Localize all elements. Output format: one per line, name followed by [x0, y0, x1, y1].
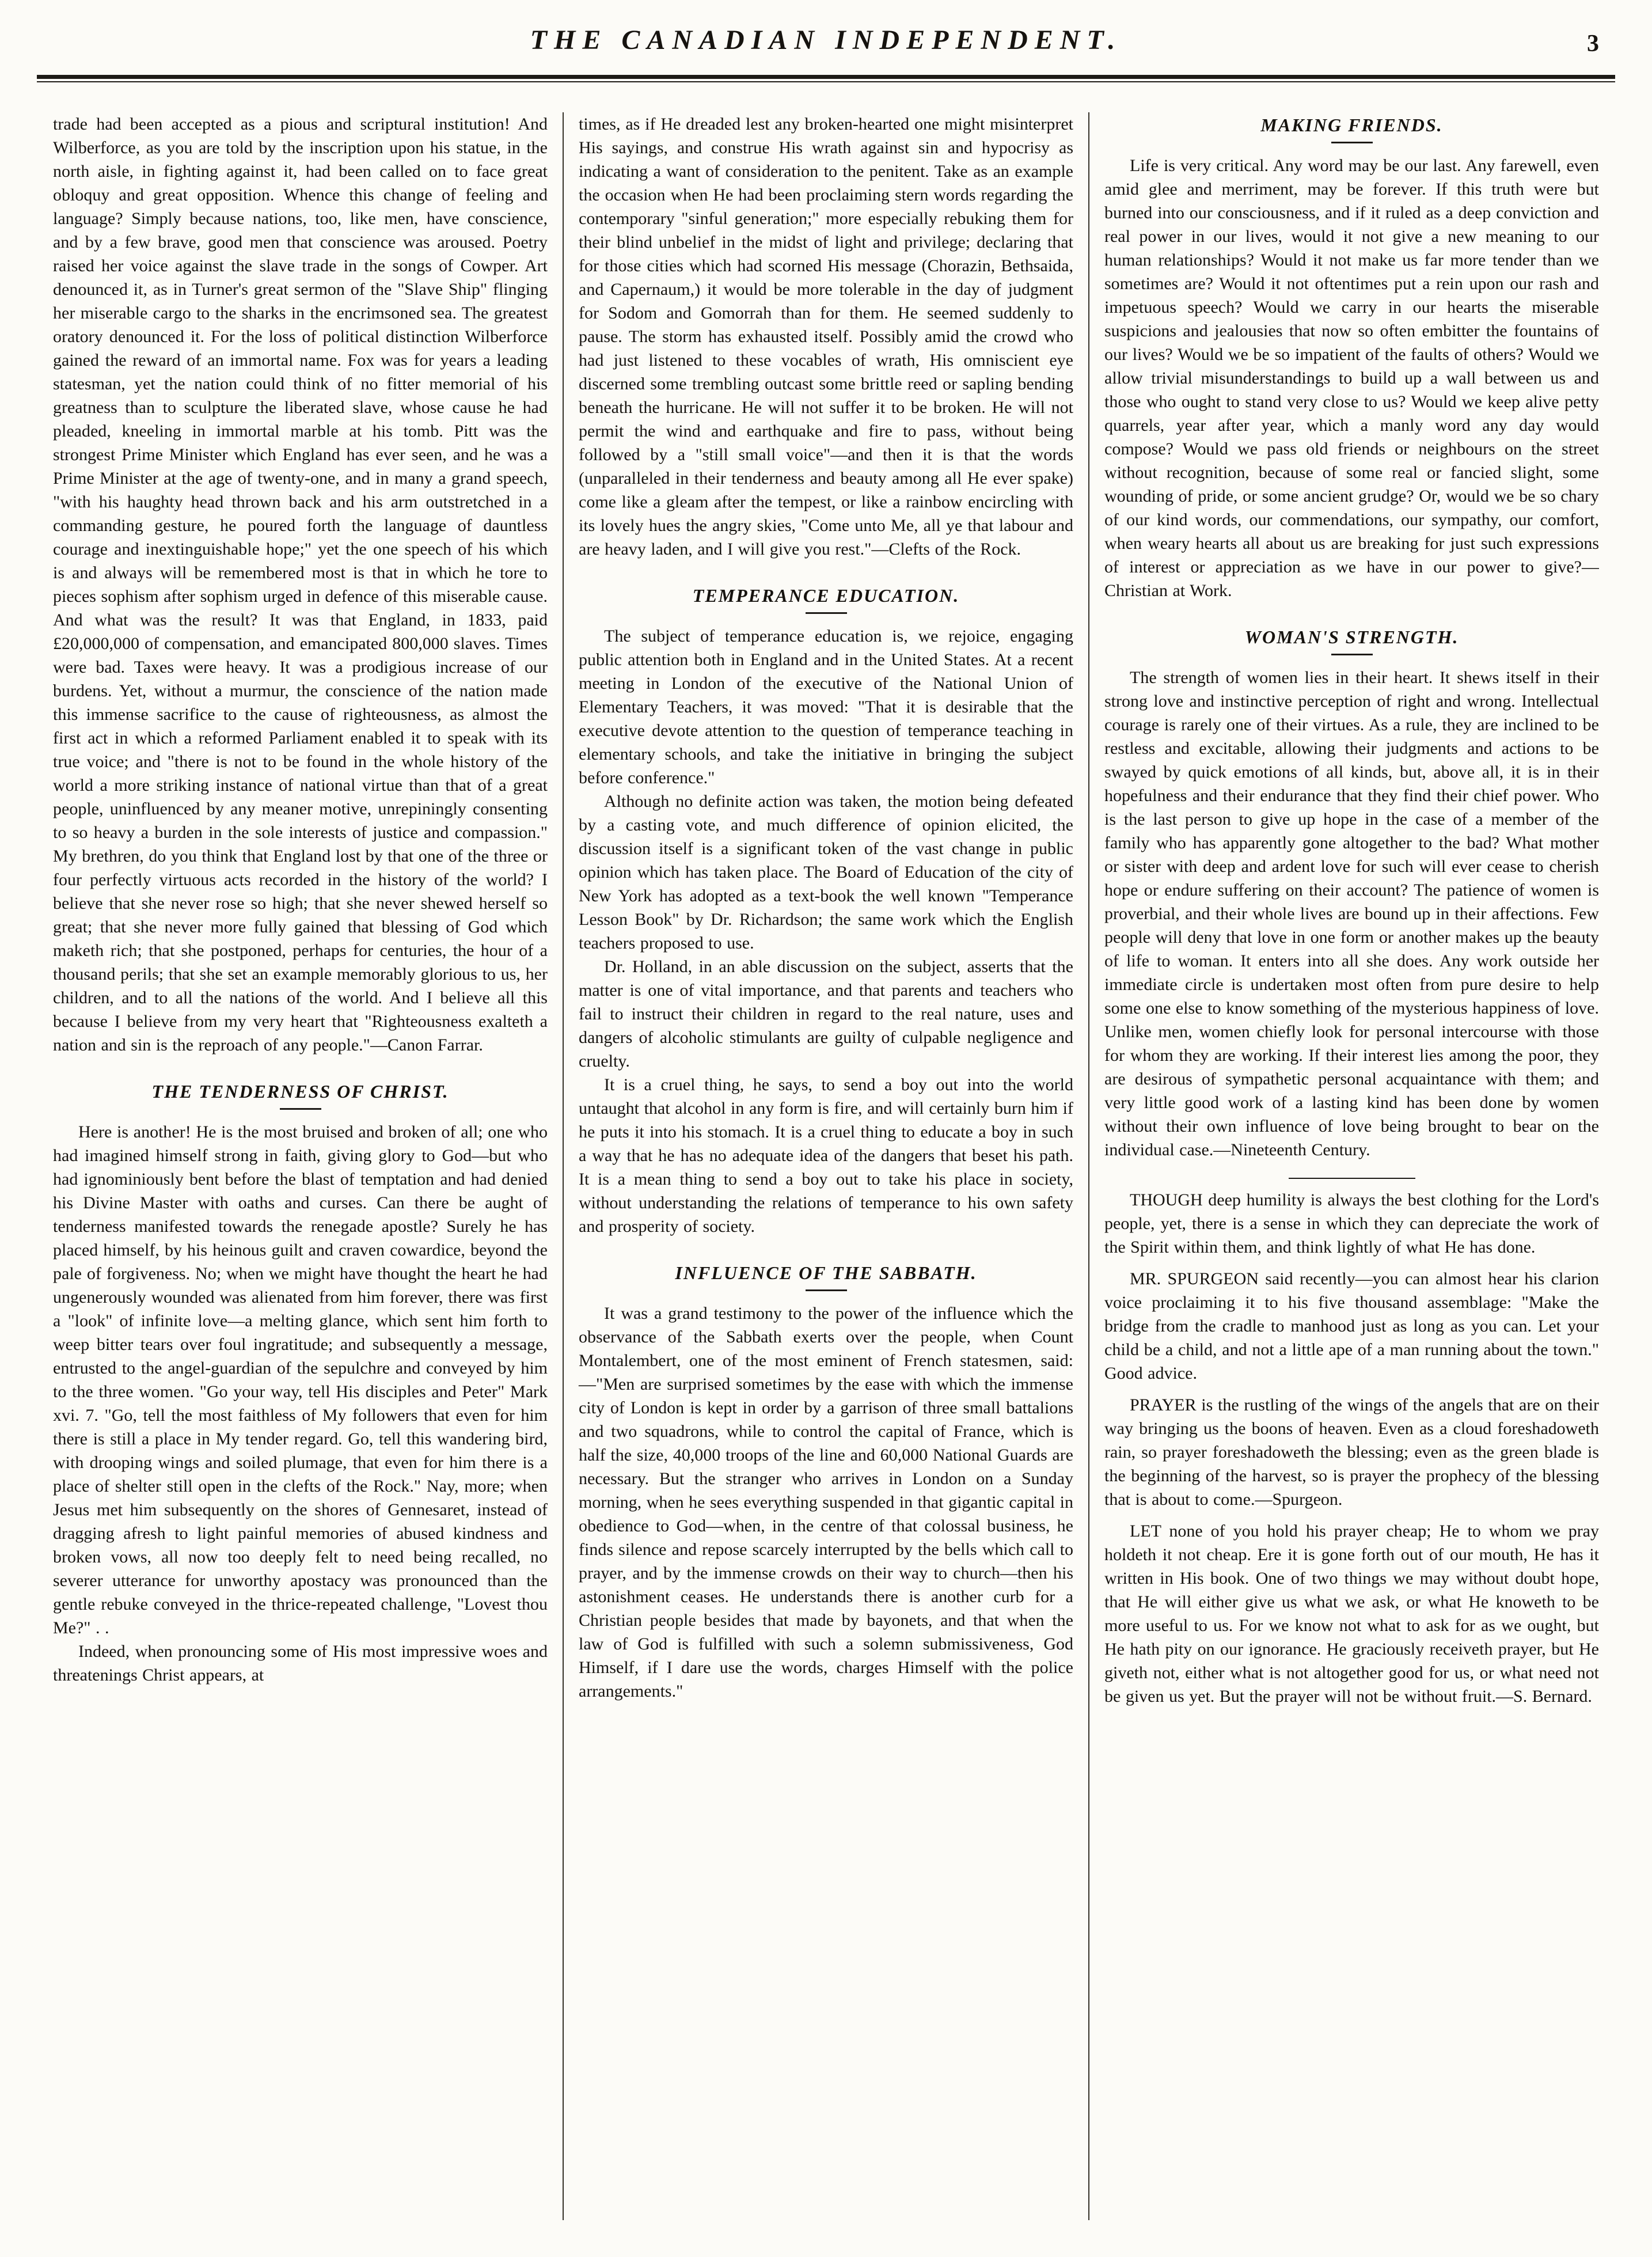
- paragraph: Here is another! He is the most bruised and broken of all; one who had imagined himself strong in faith, giving glory to God—but who had ignominiously bent before the blast of temptation and had denied his Divine Master with oaths and curses. Can there be aught of tenderness manifested towards the renegade apostle? Surely he has placed himself, by his heinous guilt and craven cowardice, beyond the pale of forgiveness. No; when we might have thought the heart he had ungenerously wounded was alienated from him forever, there was first a "look" of infinite love—a melting glance, which sent him forth to weep bitter tears over foul ingratitude; and subsequently a message, entrusted to the angel-guardian of the sepulchre and conveyed by him to the three women. "Go your way, tell His disciples and Peter" Mark xvi. 7. "Go, tell the most faithless of My followers that even for him there is still a place in My tender regard. Go, tell this wandering bird, with drooping wings and soiled plumage, that even for him there is a place of shelter still open in the clefts of the Rock." Nay, more; when Jesus met him subsequently on the shores of Gennesaret, instead of dragging afresh to light painful memories of abused kindness and broken vows, all now too deeply felt to need being recalled, no severer utterance for unworthy apostacy was pronounced than the gentle rebuke conveyed in the thrice-repeated challenge, "Lovest thou Me?" . .: [53, 1122, 548, 1637]
- news-item: LET none of you hold his prayer cheap; He to whom we pray holdeth it not cheap. Ere it is gone forth out of our mouth, He has it written in His book. One of two things we may without doubt hope, that He will either give us what we ask, or what He knoweth to be more useful to us. For we know not what to ask for as we ought, but He hath pity on our ignorance. He graciously receiveth prayer, but He giveth not, either what is not altogether good for us, or what need not be given us yet. But the prayer will not be without fruit.—S. Bernard.: [1104, 1522, 1599, 1706]
- news-item: THOUGH deep humility is always the best clothing for the Lord's people, yet, there is a sense in which they can depreciate the work of the Spirit within them, and think lightly of what He has done.: [1104, 1190, 1599, 1257]
- paragraph: Life is very critical. Any word may be our last. Any farewell, even amid glee and merriment, may be forever. If this truth were but burned into our consciousness, and if it ruled as a deep conviction and real power in our lives, would it not give a new meaning to our human relationships? Would it not make us far more tender than we sometimes are? Would it not oftentimes put a rein upon our rash and impetuous speech? Would we carry in our hearts the miserable suspicions and jealousies that now so often embitter the fountains of our lives? Would we be so impatient of the faults of others? Would we allow trivial misunderstandings to build up a wall between us and those who ought to stand very close to us? Would we keep alive petty quarrels, year after year, which a manly word any day would compose? Would we pass old friends or neighbours on the street without recognition, because of some real or fancied slight, some wounding of pride, or some ancient grudge? Or, would we be so chary of our kind words, our commendations, our sympathy, our comfort, when weary hearts all about us are breaking for just such expressions of interest or appreciation as we have in our power to give?—Christian at Work.: [1104, 156, 1599, 600]
- paragraph: Indeed, when pronouncing some of His most impressive woes and threatenings Christ appears, at: [53, 1642, 548, 1685]
- article-heading: TEMPERANCE EDUCATION.: [692, 585, 960, 606]
- heading-rule: [1331, 142, 1373, 143]
- article-heading: INFLUENCE OF THE SABBATH.: [675, 1262, 977, 1283]
- article-divider: [1289, 1178, 1415, 1179]
- paragraph: Although no definite action was taken, the motion being defeated by a casting vote, and much difference of opinion elicited, the discussion itself is a significant token of the vast change in public opinion which has taken place. The Board of Education of the city of New York has adopted as a text-book the well known "Temperance Lesson Book" by Dr. Richardson; the same work which the English teachers proposed to use.: [579, 792, 1073, 953]
- paragraph: It is a cruel thing, he says, to send a boy out into the world untaught that alcohol in any form is fire, and will certainly burn him if he puts it into his stomach. It is a cruel thing to educate a boy in such a way that he has no adequate idea of the dangers that beset his path. It is a mean thing to send a boy out to take his place in society, without understanding the relations of temperance to his own safety and prosperity of society.: [579, 1075, 1073, 1236]
- article-heading: MAKING FRIENDS.: [1260, 115, 1443, 135]
- article-heading: THE TENDERNESS OF CHRIST.: [151, 1081, 449, 1102]
- masthead-title: THE CANADIAN INDEPENDENT.: [530, 25, 1122, 55]
- article-heading: WOMAN'S STRENGTH.: [1244, 627, 1459, 647]
- columns: [53, 112, 1599, 2220]
- paragraph: Dr. Holland, in an able discussion on the subject, asserts that the matter is one of vital importance, and that parents and teachers who fail to instruct their children in regard to the real nature, uses and dangers of alcoholic stimulants are guilty of culpable negligence and cruelty.: [579, 957, 1073, 1071]
- page-number: 3: [1587, 31, 1599, 57]
- paragraph: It was a grand testimony to the power of the influence which the observance of the Sabbath exerts over the people, when Count Montalembert, one of the most eminent of French statesmen, said:—"Men are surprised sometimes by the ease with which the immense city of London is kept in order by a garrison of three small battalions and two squadrons, while to control the capital of France, which is half the size, 40,000 troops of the line and 60,000 National Guards are necessary. But the stranger who arrives in London on a Sunday morning, when he sees everything suspended in that gigantic capital in obedience to God—when, in the centre of that colossal business, he finds silence and repose scarcely interrupted by the bells which call to prayer, and by the immense crowds on their way to church—then his astonishment ceases. He understands there is another curb for a Christian people besides that made by bayonets, and that when the law of God is fulfilled with such a solemn submissiveness, God Himself, if I dare use the words, charges Himself with the police arrangements.": [579, 1304, 1073, 1701]
- heading-rule: [806, 1289, 847, 1291]
- news-item: PRAYER is the rustling of the wings of the angels that are on their way bringing us the boons of heaven. Even as a cloud foreshadoweth rain, so prayer foreshadoweth the blessing; even as the green blade is the beginning of the harvest, so is prayer the prophecy of the blessing that is about to come.—Spurgeon.: [1104, 1395, 1599, 1509]
- heading-rule: [806, 612, 847, 614]
- news-item: MR. SPURGEON said recently—you can almost hear his clarion voice proclaiming it to his five thousand assemblage: "Make the bridge from the cradle to manhood just as long as you can. Let your child be a child, and not a little ape of a man running about the town." Good advice.: [1104, 1269, 1599, 1383]
- header-rule: [37, 75, 1615, 82]
- column-3: [1089, 112, 1599, 2220]
- paragraph: The subject of temperance education is, we rejoice, engaging public attention both in England and in the United States. At a recent meeting in London of the executive of the National Union of Elementary Teachers, it was moved: "That it is desirable that the executive devote attention to the question of temperance teaching in elementary schools, and take the initiative in bringing the subject before conference.": [579, 627, 1073, 787]
- paragraph: times, as if He dreaded lest any broken-hearted one might misinterpret His sayings, and construe His wrath against sin and hypocrisy as indicating a want of consideration to the penitent. Take as an example the occasion when He had been proclaiming stern words regarding the contemporary "sinful generation;" more especially rebuking them for their blind unbelief in the midst of light and privilege; declaring that for those cities which had scorned His message (Chorazin, Bethsaida, and Capernaum,) it would be more tolerable in the day of judgment for Sodom and Gomorrah than for them. He seemed suddenly to pause. The storm has exhausted itself. Possibly amid the crowd who had just listened to these vocables of wrath, His omniscient eye discerned some trembling outcast some brittle reed or sapling bending beneath the hurricane. He will not suffer it to be broken. He will not permit the wind and earthquake and fire to pass, without being followed by a "still small voice"—and then it is that the words (unparalleled in their tenderness and beauty among all He ever spake) come like a gleam after the tempest, or like a rainbow encircling with its lovely hues the angry skies, "Come unto Me, all ye that labour and are heavy laden, and I will give you rest."—Clefts of the Rock.: [579, 115, 1073, 559]
- heading-rule: [280, 1108, 321, 1110]
- page-header: [0, 0, 1652, 67]
- paragraph: trade had been accepted as a pious and scriptural institution! And Wilberforce, as you are told by the inscription upon his statue, in the north aisle, in fighting against it, had been called on to face great obloquy and great opposition. Whence this change of feeling and language? Simply because nations, too, like men, have conscience, and by a few brave, good men that conscience was aroused. Poetry raised her voice against the slave trade in the songs of Cowper. Art denounced it, as in Turner's great sermon of the "Slave Ship" flinging her miserable cargo to the sharks in the encrimsoned sea. The greatest oratory denounced it. For the loss of political distinction Wilberforce gained the reward of an immortal name. Fox was for years a leading statesman, yet the nation could think of no fitter memorial of his greatness than to sculpture the liberated slave, whose cause he had pleaded, kneeling in immortal marble at his tomb. Pitt was the strongest Prime Minister which England has ever seen, and he was a Prime Minister at the age of twenty-one, and in many a grand speech, "with his haughty head thrown back and his arm outstretched in a commanding gesture, he poured forth the language of dauntless courage and inextinguishable hope;" yet the one speech of his which is and always will be remembered most is that in which he tore to pieces sophism after sophism urged in defence of this miserable cause. And what was the result? It was that England, in 1833, paid £20,000,000 of compensation, and emancipated 800,000 slaves. Times were bad. Taxes were heavy. It was a prodigious increase of our burdens. Yet, without a murmur, the conscience of the nation made this immense sacrifice to the cause of righteousness, as almost the first act in which a reformed Parliament enabled it to speak with its true voice; and "there is not to be found in the whole history of the world a more striking instance of national virtue than that of a great people, uninfluenced by any meaner motive, unrepiningly consenting to so heavy a burden in the sole interests of justice and compassion." My brethren, do you think that England lost by that one of the three or four perfectly virtuous acts recorded in the history of the world? I believe that she never rose so high; that she never shewed herself so great; that she never more fully gained that blessing of God which maketh rich; that she postponed, perhaps for centuries, the hour of a thousand perils; that she set an example memorably glorious to us, her children, and to all the nations of the world. And I believe all this because I believe from my very heart that "Righteousness exalteth a nation and sin is the reproach of any people."—Canon Farrar.: [53, 115, 548, 1054]
- heading-rule: [1331, 654, 1373, 655]
- column-1: [53, 112, 563, 2220]
- paragraph: The strength of women lies in their heart. It shews itself in their strong love and instinctive perception of right and wrong. Intellectual courage is rarely one of their virtues. As a rule, they are inclined to be restless and excitable, allowing their judgments and actions to be swayed by quick emotions of all kinds, but, above all, it is in their hopefulness and their endurance that they find their chief power. Who is the last person to give up hope in the case of a member of the family who has apparently gone altogether to the bad? What mother or sister with deep and ardent love for such will ever cease to cherish hope or endure suffering on their account? The patience of women is proverbial, and their whole lives are bound up in their affections. Few people will deny that love in one form or another makes up the beauty of life to woman. It enters into all she does. Any work outside her immediate circle is undertaken most often from pure desire to help some one else to know something of the mysterious happiness of love. Unlike men, women chiefly look for personal intercourse with those for whom they are working. If their interest lies among the poor, they are desirous of sympathetic personal acquaintance with them; and very little good work of a lasting kind has been done by women without their own influence of love being brought to bear on the individual case.—Nineteenth Century.: [1104, 668, 1599, 1159]
- column-2: [564, 112, 1088, 2220]
